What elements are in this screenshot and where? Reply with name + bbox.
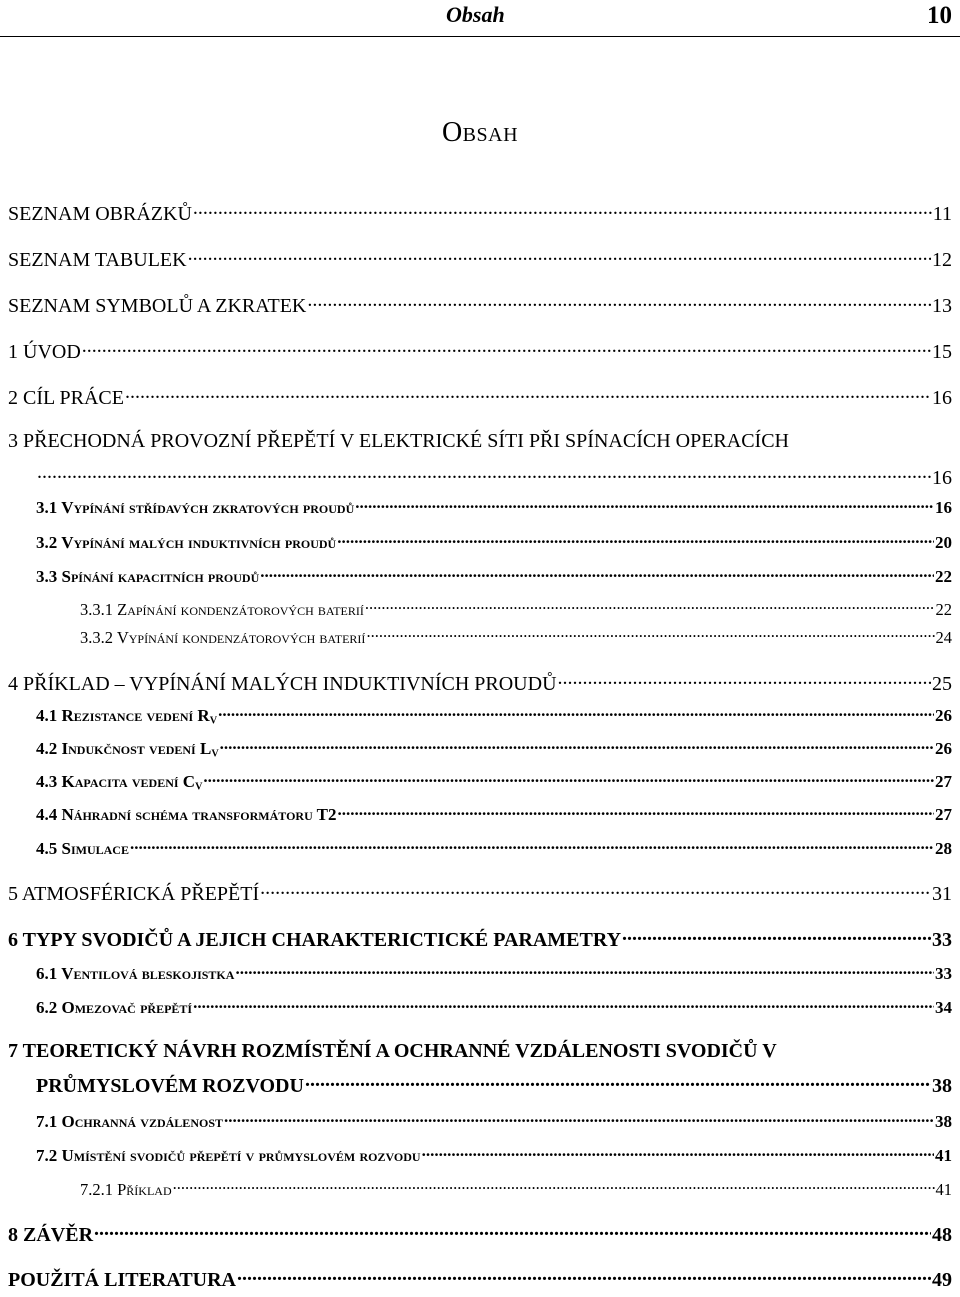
toc-leader-dots [173, 1178, 935, 1195]
toc-entry-page: 20 [935, 533, 952, 552]
toc-leader-dots [203, 770, 934, 787]
toc-leader-dots [422, 1144, 934, 1161]
toc-entry[interactable] [36, 531, 952, 551]
toc-entry[interactable] [80, 626, 952, 646]
toc-leader-dots [260, 565, 934, 582]
toc-entry-page: 13 [932, 295, 952, 317]
toc-entry-page: 33 [932, 929, 952, 951]
toc-leader-dots [337, 531, 934, 548]
toc-entry[interactable] [36, 737, 952, 760]
toc-entry-label: 3.3.2 Vypínání kondenzátorových baterií [80, 627, 366, 647]
toc-entry[interactable] [36, 803, 952, 823]
toc-entry-subscript: V [211, 748, 219, 760]
toc-entry-page: 27 [935, 805, 952, 824]
header-page-number: 10 [927, 2, 952, 29]
toc-entry-page: 16 [932, 467, 952, 489]
toc-entry-label: 8 ZÁVĚR [8, 1224, 94, 1246]
toc-entry-label: SEZNAM SYMBOLŮ A ZKRATEK [8, 295, 307, 317]
toc-entry-label: 1 ÚVOD [8, 341, 81, 363]
toc-entry-label: 7.1 Ochranná vzdálenost [36, 1112, 223, 1131]
toc-leader-dots [305, 1072, 931, 1092]
toc-leader-dots [260, 880, 931, 900]
toc-leader-dots [622, 926, 931, 946]
toc-entry-label: SEZNAM TABULEK [8, 249, 187, 271]
toc-entry-page: 25 [932, 673, 952, 695]
toc-leader-dots [235, 962, 934, 979]
header-title: Obsah [446, 2, 505, 27]
toc-entry-page: 41 [935, 1179, 952, 1199]
toc-entry-page: 12 [932, 249, 952, 271]
toc-entry[interactable] [8, 338, 952, 362]
toc-entry-page: 24 [935, 627, 952, 647]
toc-leader-dots [82, 338, 931, 358]
toc-entry-page: 31 [932, 883, 952, 905]
toc-entry-label: 4.2 Indukčnost vedení $L_V$ [36, 739, 219, 760]
toc-entry-label: 4.4 Náhradní schéma transformátoru T2 [36, 805, 337, 824]
toc-entry-label: 3.1 Vypínání střídavých zkratových proudů [36, 498, 355, 517]
toc-entry-page: 22 [935, 567, 952, 586]
toc-entry-page: 38 [935, 1112, 952, 1131]
toc-entry-page: 26 [935, 739, 952, 758]
toc-entry-label: 7.2 Umístění svodičů přepětí v průmyslovém rozvodu [36, 1146, 421, 1165]
toc-entry[interactable] [8, 670, 952, 694]
toc-leader-dots [224, 1110, 934, 1127]
toc-leader-dots [125, 384, 931, 404]
toc-entry-page: 28 [935, 839, 952, 858]
toc-entry-label: 6.1 Ventilová bleskojistka [36, 964, 235, 983]
toc-entry-label: POUŽITÁ LITERATURA [8, 1269, 236, 1291]
toc-entry[interactable] [8, 880, 952, 904]
toc-entry-page: 38 [932, 1075, 952, 1097]
toc-entry[interactable] [36, 1144, 952, 1164]
toc-leader-dots [218, 704, 934, 721]
toc-entry-page: 26 [935, 706, 952, 725]
toc-entry-subscript: V [195, 781, 203, 793]
toc-leader-dots [130, 837, 934, 854]
toc-entry-label-continuation: PRŮMYSLOVÉM ROZVODU [36, 1075, 304, 1097]
toc-entry-page: 33 [935, 964, 952, 983]
toc-entry-label: 3.3.1 Zapínání kondenzátorových baterií [80, 599, 364, 619]
toc-leader-dots [307, 292, 931, 312]
toc-entry-page: 16 [935, 498, 952, 517]
toc-entry[interactable] [36, 496, 952, 516]
toc-entry-page: 34 [935, 998, 952, 1017]
toc-entry[interactable] [36, 962, 952, 982]
toc-entry-page: 15 [932, 341, 952, 363]
toc-entry-label: 4.5 Simulace [36, 839, 129, 858]
toc-entry-page: 41 [935, 1146, 952, 1165]
page-header [0, 0, 960, 37]
toc-entry[interactable] [80, 598, 952, 618]
toc-entry-label: 6.2 Omezovač přepětí [36, 998, 193, 1017]
toc-entry[interactable] [36, 704, 952, 727]
toc-entry-label: 3.2 Vypínání malých induktivních proudů [36, 533, 337, 552]
toc-entry[interactable] [8, 200, 952, 224]
toc-entry-label: 7.2.1 Příklad [80, 1179, 172, 1199]
toc-entry-page: 16 [932, 387, 952, 409]
toc-entry[interactable] [36, 837, 952, 857]
toc-entry-page: 27 [935, 772, 952, 791]
toc-entry[interactable] [36, 770, 952, 793]
toc-entry[interactable] [8, 1221, 952, 1245]
toc-leader-dots [193, 200, 932, 220]
toc-entry-page: 22 [935, 599, 952, 619]
toc-leader-dots [237, 1266, 931, 1286]
toc-leader-dots [338, 803, 934, 820]
toc-entry[interactable] [36, 996, 952, 1016]
toc-entry-label: SEZNAM OBRÁZKŮ [8, 203, 192, 225]
toc-entry-label: 3.3 Spínání kapacitních proudů [36, 567, 260, 586]
toc-entry[interactable] [36, 1072, 952, 1096]
toc-entry-label[interactable]: 3 PŘECHODNÁ PROVOZNÍ PŘEPĚTÍ V ELEKTRICKÉ SÍTI PŘI SPÍNACÍCH OPERACÍCH [8, 430, 789, 452]
toc-entry-label: 6 TYPY SVODIČŮ A JEJICH CHARAKTERICTICKÉ PARAMETRY [8, 929, 622, 951]
toc-entry[interactable] [36, 1110, 952, 1130]
toc-entry[interactable] [8, 384, 952, 408]
toc-entry[interactable] [80, 1178, 952, 1198]
toc-entry-page: 49 [932, 1269, 952, 1291]
toc-entry-label: 4 PŘÍKLAD – VYPÍNÁNÍ MALÝCH INDUKTIVNÍCH PROUDŮ [8, 673, 557, 695]
toc-entry[interactable] [8, 1266, 952, 1290]
toc-entry[interactable] [8, 246, 952, 270]
toc-entry-label: 5 ATMOSFÉRICKÁ PŘEPĚTÍ [8, 883, 260, 905]
toc-leader-dots [220, 737, 934, 754]
toc-entry-label: 4.3 Kapacita vedení $C_V$ [36, 772, 203, 793]
page-title: Obsah [441, 116, 519, 148]
toc-leader-dots [94, 1221, 931, 1241]
toc-leader-dots [188, 246, 931, 266]
toc-entry-page: 11 [932, 203, 952, 225]
toc-entry[interactable] [36, 565, 952, 585]
toc-entry-page: 48 [932, 1224, 952, 1246]
toc-leader-dots [558, 670, 931, 690]
toc-leader-dots [366, 626, 934, 643]
toc-leader-dots [365, 598, 935, 615]
toc-leader-dots [193, 996, 934, 1013]
toc-entry[interactable] [8, 292, 952, 316]
toc-entry-label[interactable]: 7 TEORETICKÝ NÁVRH ROZMÍSTĚNÍ A OCHRANNÉ VZDÁLENOSTI SVODIČŮ V [8, 1040, 777, 1062]
toc-entry-label: 4.1 Rezistance vedení $R_V$ [36, 706, 218, 727]
toc-entry-label: 2 CÍL PRÁCE [8, 387, 124, 409]
toc-entry[interactable] [36, 464, 952, 488]
toc-leader-dots [37, 464, 931, 484]
toc-entry[interactable] [8, 926, 952, 950]
toc-leader-dots [355, 496, 934, 513]
toc-entry-subscript: V [209, 715, 218, 727]
